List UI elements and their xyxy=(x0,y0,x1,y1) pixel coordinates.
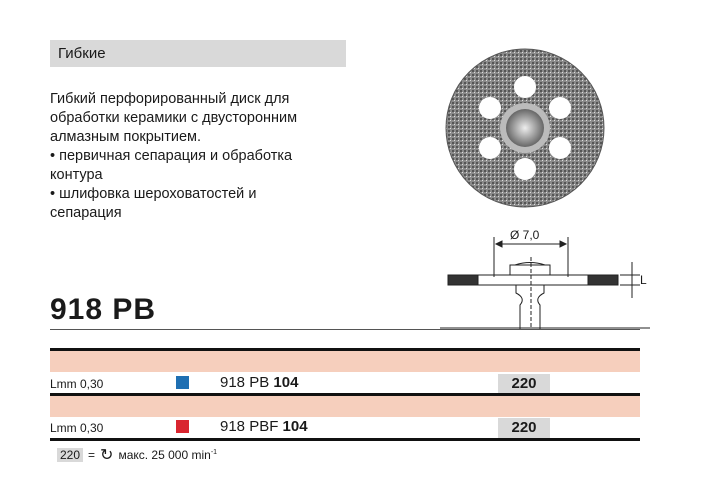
legend-text xyxy=(118,448,217,462)
code-prefix: 918 PBF xyxy=(220,418,279,435)
product-code xyxy=(220,374,298,391)
thickness-label: L xyxy=(640,273,647,287)
divider xyxy=(50,438,640,441)
category-header: Гибкие xyxy=(50,40,346,67)
color-swatch-red xyxy=(176,420,189,433)
color-swatch-blue xyxy=(176,376,189,389)
description-line: алмазным покрытием. xyxy=(50,129,202,145)
code-prefix: 918 PB xyxy=(220,374,270,391)
equals-sign: = xyxy=(88,448,96,462)
code-suffix: 104 xyxy=(282,418,308,435)
unit-exponent: -1 xyxy=(210,449,218,456)
speed-legend xyxy=(57,445,217,465)
description xyxy=(50,90,370,223)
description-line: контура xyxy=(50,167,103,183)
model-title: 918 PB xyxy=(50,293,157,326)
description-line: обработки керамики с двусторонним xyxy=(50,110,298,126)
description-line: Гибкий перфорированный диск для xyxy=(50,91,290,107)
speed-code: 220 xyxy=(498,374,550,394)
table-row xyxy=(50,374,640,394)
diameter-label: Ø 7,0 xyxy=(510,228,540,242)
thickness: Lmm 0,30 xyxy=(50,421,104,435)
header-band xyxy=(50,396,640,417)
header-band xyxy=(50,351,640,372)
legend-code: 220 xyxy=(57,448,83,462)
product-code xyxy=(220,418,308,435)
cross-section-diagram xyxy=(440,222,650,332)
speed-code: 220 xyxy=(498,418,550,438)
description-line: • первичная сепарация и обработка xyxy=(50,148,293,164)
code-suffix: 104 xyxy=(273,374,299,391)
description-line: сепарация xyxy=(50,205,122,221)
divider xyxy=(50,329,640,330)
thickness: Lmm 0,30 xyxy=(50,377,104,391)
table-row xyxy=(50,418,640,438)
disc-image xyxy=(440,42,610,212)
rotation-icon: ↻ xyxy=(100,447,114,464)
max-speed: макс. 25 000 min xyxy=(118,448,211,462)
description-line: • шлифовка шероховатостей и xyxy=(50,186,257,202)
